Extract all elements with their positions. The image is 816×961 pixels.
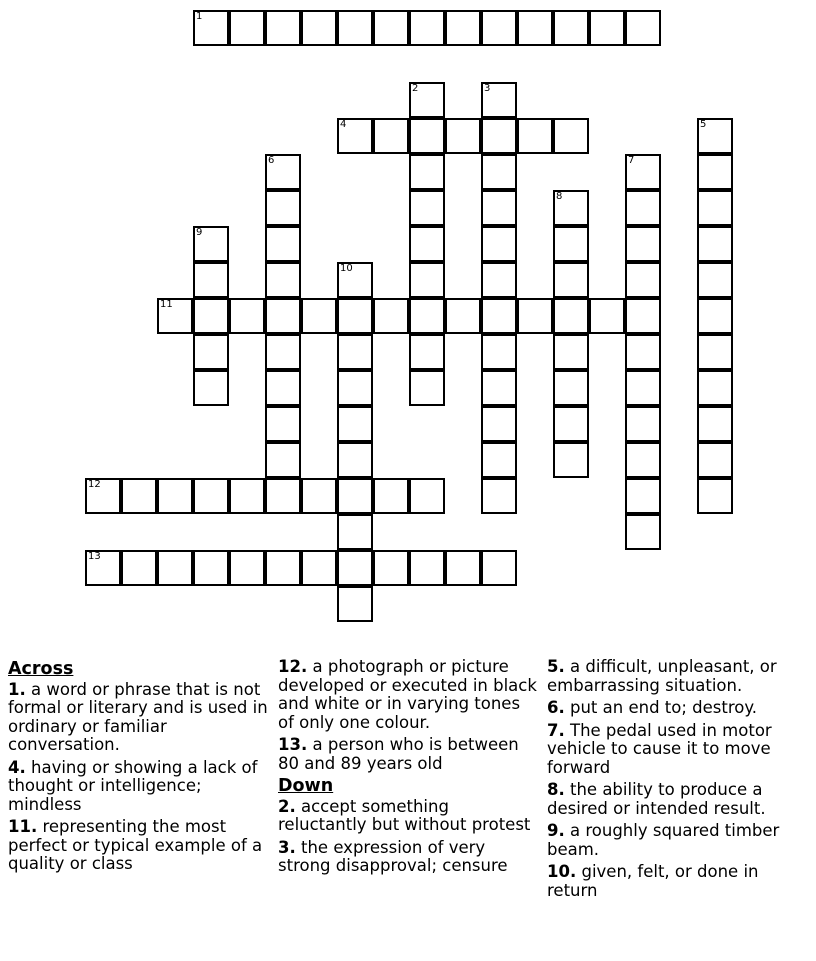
grid-cell[interactable] — [301, 478, 337, 514]
grid-cell[interactable] — [337, 406, 373, 442]
grid-cell[interactable] — [553, 10, 589, 46]
grid-cell[interactable] — [409, 190, 445, 226]
grid-cell[interactable] — [481, 118, 517, 154]
grid-cell[interactable] — [697, 118, 733, 154]
grid-cell[interactable] — [373, 298, 409, 334]
grid-cell[interactable] — [157, 478, 193, 514]
grid-cell[interactable] — [193, 10, 229, 46]
grid-cell[interactable] — [697, 190, 733, 226]
grid-cell[interactable] — [625, 226, 661, 262]
grid-cell[interactable] — [697, 334, 733, 370]
grid-cell[interactable] — [265, 478, 301, 514]
grid-cell[interactable] — [373, 550, 409, 586]
grid-cell[interactable] — [265, 10, 301, 46]
clue-number: 4. — [8, 757, 26, 777]
grid-cell[interactable] — [409, 82, 445, 118]
grid-cell[interactable] — [301, 10, 337, 46]
grid-cell[interactable] — [85, 478, 121, 514]
grid-cell[interactable] — [481, 370, 517, 406]
clue-number-label: 12 — [88, 479, 101, 490]
clue-text: accept something reluctantly but without protest — [278, 796, 531, 834]
grid-cell[interactable] — [445, 298, 481, 334]
grid-cell[interactable] — [337, 586, 373, 622]
grid-cell[interactable] — [445, 118, 481, 154]
grid-cell[interactable] — [409, 334, 445, 370]
clue-number: 12. — [278, 657, 308, 676]
grid-cell[interactable] — [193, 370, 229, 406]
grid-cell[interactable] — [301, 550, 337, 586]
grid-cell[interactable] — [121, 478, 157, 514]
grid-cell[interactable] — [625, 442, 661, 478]
grid-cell[interactable] — [625, 370, 661, 406]
clue-number: 8. — [547, 780, 565, 799]
grid-cell[interactable] — [697, 298, 733, 334]
clue-number-label: 10 — [340, 263, 353, 274]
grid-cell[interactable] — [625, 298, 661, 334]
across-clue-1[interactable] — [8, 681, 270, 755]
clue-number: 7. — [547, 720, 565, 740]
down-clue-5[interactable] — [547, 658, 809, 695]
grid-cell[interactable] — [697, 478, 733, 514]
grid-cell[interactable] — [481, 190, 517, 226]
grid-cell[interactable] — [337, 10, 373, 46]
grid-cell[interactable] — [409, 478, 445, 514]
grid-cell[interactable] — [445, 10, 481, 46]
clue-text: The pedal used in motor vehicle to cause it to move forward — [547, 720, 772, 777]
clue-text: a word or phrase that is not formal or literary and is used in ordinary or familiar conversation. — [8, 679, 268, 754]
clue-text: given, felt, or done in return — [547, 862, 759, 900]
grid-cell[interactable] — [697, 154, 733, 190]
grid-cell[interactable] — [265, 370, 301, 406]
grid-cell[interactable] — [553, 190, 589, 226]
across-heading: Across — [8, 659, 74, 679]
down-clue-9[interactable] — [547, 822, 809, 859]
grid-cell[interactable] — [625, 154, 661, 190]
grid-cell[interactable] — [697, 406, 733, 442]
grid-cell[interactable] — [409, 226, 445, 262]
down-clue-7[interactable] — [547, 722, 809, 778]
grid-cell[interactable] — [265, 442, 301, 478]
grid-cell[interactable] — [193, 262, 229, 298]
clue-text: the ability to produce a desired or intended result. — [547, 780, 766, 818]
grid-cell[interactable] — [481, 478, 517, 514]
clue-number-label: 11 — [160, 299, 173, 310]
clue-number: 3. — [278, 837, 296, 857]
grid-cell[interactable] — [265, 406, 301, 442]
clue-text: a person who is between 80 and 89 years old — [278, 735, 519, 773]
grid-cell[interactable] — [337, 262, 373, 298]
clue-number: 2. — [278, 796, 296, 816]
down-clue-8[interactable] — [547, 781, 809, 818]
grid-cell[interactable] — [121, 550, 157, 586]
clue-number-label: 8 — [556, 191, 563, 202]
clue-number: 1. — [8, 679, 26, 699]
grid-cell[interactable] — [373, 10, 409, 46]
grid-cell[interactable] — [553, 406, 589, 442]
grid-cell[interactable] — [193, 334, 229, 370]
grid-cell[interactable] — [193, 550, 229, 586]
grid-cell[interactable] — [589, 298, 625, 334]
grid-cell[interactable] — [589, 10, 625, 46]
grid-cell[interactable] — [625, 406, 661, 442]
clue-text: a roughly squared timber beam. — [547, 821, 780, 859]
down-clue-3[interactable] — [278, 839, 540, 876]
grid-cell[interactable] — [301, 298, 337, 334]
across-clue-12[interactable] — [278, 658, 540, 732]
grid-cell[interactable] — [553, 262, 589, 298]
grid-cell[interactable] — [481, 10, 517, 46]
grid-cell[interactable] — [409, 118, 445, 154]
grid-cell[interactable] — [697, 370, 733, 406]
grid-cell[interactable] — [337, 442, 373, 478]
grid-cell[interactable] — [193, 298, 229, 334]
grid-cell[interactable] — [553, 226, 589, 262]
clue-column-1 — [8, 656, 270, 878]
grid-cell[interactable] — [373, 478, 409, 514]
across-clue-13[interactable] — [278, 736, 540, 773]
grid-cell[interactable] — [481, 226, 517, 262]
grid-cell[interactable] — [337, 514, 373, 550]
grid-cell[interactable] — [553, 298, 589, 334]
grid-cell[interactable] — [481, 334, 517, 370]
grid-cell[interactable] — [481, 550, 517, 586]
clue-text: put an end to; destroy. — [570, 698, 758, 717]
grid-cell[interactable] — [481, 442, 517, 478]
grid-cell[interactable] — [337, 478, 373, 514]
clue-column-2 — [278, 656, 540, 880]
grid-cell[interactable] — [625, 190, 661, 226]
grid-cell[interactable] — [229, 478, 265, 514]
grid-cell[interactable] — [697, 442, 733, 478]
grid-cell[interactable] — [373, 118, 409, 154]
grid-cell[interactable] — [157, 298, 193, 334]
grid-cell[interactable] — [517, 10, 553, 46]
grid-cell[interactable] — [409, 154, 445, 190]
grid-cell[interactable] — [481, 82, 517, 118]
clue-number-label: 2 — [412, 83, 419, 94]
grid-cell[interactable] — [625, 514, 661, 550]
across-clue-11[interactable] — [8, 818, 270, 874]
grid-cell[interactable] — [481, 298, 517, 334]
clue-text: the expression of very strong disapproval; censure — [278, 837, 508, 875]
clue-number: 13. — [278, 735, 308, 754]
clue-number-label: 6 — [268, 155, 275, 166]
clue-number: 11. — [8, 817, 38, 836]
clue-number-label: 5 — [700, 119, 707, 130]
clue-number: 10. — [547, 862, 577, 881]
grid-cell[interactable] — [409, 10, 445, 46]
grid-cell[interactable] — [481, 154, 517, 190]
grid-cell[interactable] — [553, 334, 589, 370]
grid-cell[interactable] — [517, 298, 553, 334]
grid-cell[interactable] — [517, 118, 553, 154]
clue-number-label: 3 — [484, 83, 491, 94]
grid-cell[interactable] — [409, 370, 445, 406]
down-clue-6[interactable] — [547, 699, 809, 718]
grid-cell[interactable] — [697, 262, 733, 298]
clue-number: 9. — [547, 821, 565, 840]
across-clue-4[interactable] — [8, 759, 270, 815]
grid-cell[interactable] — [409, 298, 445, 334]
grid-cell[interactable] — [229, 10, 265, 46]
grid-cell[interactable] — [229, 550, 265, 586]
grid-cell[interactable] — [85, 550, 121, 586]
grid-cell[interactable] — [337, 370, 373, 406]
grid-cell[interactable] — [337, 118, 373, 154]
grid-cell[interactable] — [409, 550, 445, 586]
clue-number-label: 4 — [340, 119, 347, 130]
clue-column-3 — [547, 656, 809, 904]
down-heading: Down — [278, 776, 334, 796]
clue-text: representing the most perfect or typical example of a quality or class — [8, 817, 263, 873]
clue-number-label: 13 — [88, 551, 101, 562]
grid-cell[interactable] — [553, 370, 589, 406]
grid-cell[interactable] — [265, 550, 301, 586]
grid-cell[interactable] — [625, 10, 661, 46]
clue-number-label: 7 — [628, 155, 635, 166]
grid-cell[interactable] — [625, 334, 661, 370]
clue-text: a photograph or picture developed or executed in black and white or in varying tones of only one colour. — [278, 657, 537, 732]
clue-text: having or showing a lack of thought or intelligence; mindless — [8, 757, 258, 814]
grid-cell[interactable] — [337, 334, 373, 370]
grid-cell[interactable] — [697, 226, 733, 262]
grid-cell[interactable] — [193, 478, 229, 514]
clue-number-label: 1 — [196, 11, 203, 22]
grid-cell[interactable] — [409, 262, 445, 298]
grid-cell[interactable] — [445, 550, 481, 586]
grid-cell[interactable] — [265, 154, 301, 190]
grid-cell[interactable] — [265, 334, 301, 370]
clue-number-label: 9 — [196, 227, 203, 238]
grid-cell[interactable] — [265, 226, 301, 262]
grid-cell[interactable] — [625, 478, 661, 514]
grid-cell[interactable] — [157, 550, 193, 586]
clue-number: 6. — [547, 698, 565, 717]
grid-cell[interactable] — [193, 226, 229, 262]
down-clue-2[interactable] — [278, 798, 540, 835]
grid-cell[interactable] — [265, 190, 301, 226]
grid-cell[interactable] — [481, 406, 517, 442]
grid-cell[interactable] — [481, 262, 517, 298]
grid-cell[interactable] — [337, 298, 373, 334]
grid-cell[interactable] — [265, 298, 301, 334]
grid-cell[interactable] — [265, 262, 301, 298]
clue-number: 5. — [547, 657, 565, 676]
grid-cell[interactable] — [553, 442, 589, 478]
grid-cell[interactable] — [337, 550, 373, 586]
grid-cell[interactable] — [229, 298, 265, 334]
grid-cell[interactable] — [625, 262, 661, 298]
clue-text: a difficult, unpleasant, or embarrassing situation. — [547, 657, 777, 695]
down-clue-10[interactable] — [547, 863, 809, 900]
grid-cell[interactable] — [553, 118, 589, 154]
